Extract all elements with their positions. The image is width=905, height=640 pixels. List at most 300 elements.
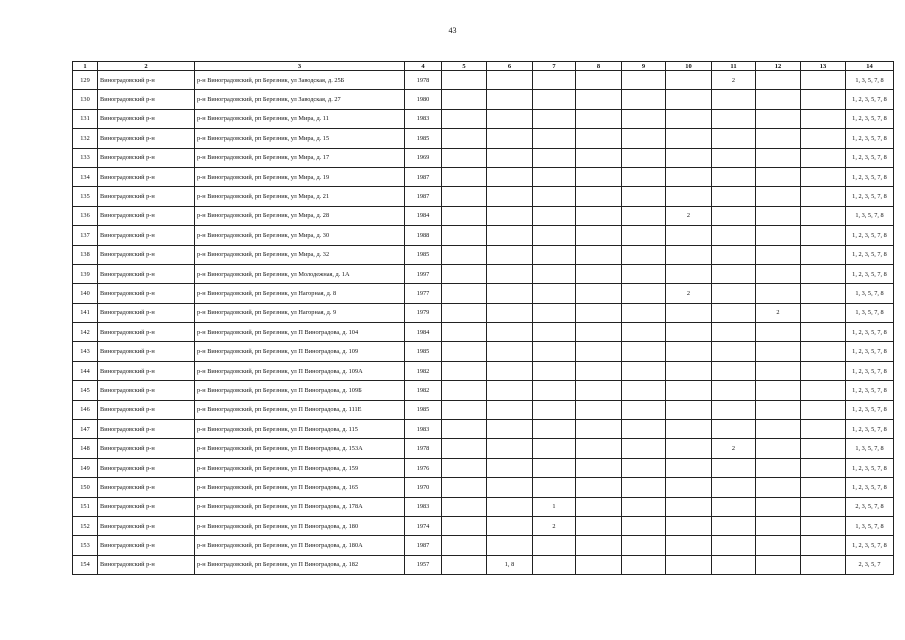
district-cell: Виноградовский р-н: [98, 167, 195, 186]
table-row: [73, 206, 894, 225]
col9-cell: [622, 303, 666, 322]
col7-cell: [533, 439, 576, 458]
column-header-14: 14: [846, 62, 894, 71]
col10-cell: [666, 245, 712, 264]
col11-cell: [712, 148, 756, 167]
year-cell: 1987: [405, 187, 442, 206]
column-header-9: 9: [622, 62, 666, 71]
col9-cell: [622, 323, 666, 342]
col14-cell: 1, 2, 3, 5, 7, 8: [846, 420, 894, 439]
col10-cell: [666, 555, 712, 574]
col14-cell: 1, 2, 3, 5, 7, 8: [846, 148, 894, 167]
year-cell: 1985: [405, 400, 442, 419]
table-row: [73, 381, 894, 400]
col8-cell: [576, 109, 622, 128]
col9-cell: [622, 187, 666, 206]
col10-cell: [666, 400, 712, 419]
year-cell: 1985: [405, 129, 442, 148]
col10-cell: [666, 361, 712, 380]
year-cell: 1984: [405, 323, 442, 342]
col9-cell: [622, 439, 666, 458]
col6-cell: [487, 361, 533, 380]
year-cell: 1985: [405, 245, 442, 264]
col7-cell: [533, 361, 576, 380]
address-cell: р-н Виноградовский, рп Березник, ул Заводская, д. 25Б: [195, 71, 405, 90]
district-cell: Виноградовский р-н: [98, 90, 195, 109]
col5-cell: [442, 497, 487, 516]
col13-cell: [801, 187, 846, 206]
year-cell: 1984: [405, 206, 442, 225]
row-number: 135: [73, 187, 98, 206]
col11-cell: 2: [712, 439, 756, 458]
col13-cell: [801, 206, 846, 225]
address-cell: р-н Виноградовский, рп Березник, ул П Виноградова, д. 109А: [195, 361, 405, 380]
col10-cell: [666, 536, 712, 555]
col14-cell: 1, 2, 3, 5, 7, 8: [846, 458, 894, 477]
col13-cell: [801, 458, 846, 477]
col9-cell: [622, 264, 666, 283]
col6-cell: [487, 342, 533, 361]
col14-cell: 1, 2, 3, 5, 7, 8: [846, 90, 894, 109]
col14-cell: 1, 2, 3, 5, 7, 8: [846, 129, 894, 148]
district-cell: Виноградовский р-н: [98, 303, 195, 322]
row-number: 154: [73, 555, 98, 574]
col13-cell: [801, 400, 846, 419]
address-cell: р-н Виноградовский, рп Березник, ул П Виноградова, д. 165: [195, 478, 405, 497]
col12-cell: [756, 90, 801, 109]
col5-cell: [442, 109, 487, 128]
col5-cell: [442, 323, 487, 342]
col8-cell: [576, 342, 622, 361]
col7-cell: 1: [533, 497, 576, 516]
column-header-6: 6: [487, 62, 533, 71]
year-cell: 1988: [405, 226, 442, 245]
col13-cell: [801, 536, 846, 555]
col10-cell: 2: [666, 284, 712, 303]
col12-cell: [756, 536, 801, 555]
col12-cell: [756, 226, 801, 245]
district-cell: Виноградовский р-н: [98, 458, 195, 477]
column-header-10: 10: [666, 62, 712, 71]
table-row: [73, 342, 894, 361]
col5-cell: [442, 555, 487, 574]
col14-cell: 1, 2, 3, 5, 7, 8: [846, 167, 894, 186]
address-cell: р-н Виноградовский, рп Березник, ул П Виноградова, д. 115: [195, 420, 405, 439]
address-cell: р-н Виноградовский, рп Березник, ул Мира, д. 21: [195, 187, 405, 206]
col5-cell: [442, 284, 487, 303]
col14-cell: 1, 2, 3, 5, 7, 8: [846, 264, 894, 283]
col7-cell: [533, 381, 576, 400]
district-cell: Виноградовский р-н: [98, 555, 195, 574]
col10-cell: [666, 439, 712, 458]
col8-cell: [576, 361, 622, 380]
address-cell: р-н Виноградовский, рп Березник, ул Мира, д. 32: [195, 245, 405, 264]
col6-cell: [487, 458, 533, 477]
col11-cell: 2: [712, 71, 756, 90]
address-cell: р-н Виноградовский, рп Березник, ул П Виноградова, д. 159: [195, 458, 405, 477]
col7-cell: [533, 187, 576, 206]
col11-cell: [712, 536, 756, 555]
col12-cell: [756, 264, 801, 283]
col8-cell: [576, 167, 622, 186]
col10-cell: [666, 148, 712, 167]
table-row: [73, 400, 894, 419]
district-cell: Виноградовский р-н: [98, 226, 195, 245]
col7-cell: [533, 167, 576, 186]
col14-cell: 1, 3, 5, 7, 8: [846, 303, 894, 322]
column-header-8: 8: [576, 62, 622, 71]
col14-cell: 1, 3, 5, 7, 8: [846, 206, 894, 225]
address-cell: р-н Виноградовский, рп Березник, ул Мира, д. 17: [195, 148, 405, 167]
col12-cell: [756, 342, 801, 361]
table-row: [73, 555, 894, 574]
col9-cell: [622, 381, 666, 400]
col10-cell: 2: [666, 206, 712, 225]
col5-cell: [442, 381, 487, 400]
col7-cell: [533, 536, 576, 555]
col6-cell: [487, 167, 533, 186]
col7-cell: [533, 284, 576, 303]
col8-cell: [576, 148, 622, 167]
col7-cell: [533, 129, 576, 148]
year-cell: 1997: [405, 264, 442, 283]
row-number: 150: [73, 478, 98, 497]
col11-cell: [712, 381, 756, 400]
col13-cell: [801, 381, 846, 400]
column-header-1: 1: [73, 62, 98, 71]
district-cell: Виноградовский р-н: [98, 478, 195, 497]
col14-cell: 2, 3, 5, 7, 8: [846, 497, 894, 516]
col7-cell: [533, 323, 576, 342]
col11-cell: [712, 516, 756, 535]
address-cell: р-н Виноградовский, рп Березник, ул П Виноградова, д. 182: [195, 555, 405, 574]
row-number: 145: [73, 381, 98, 400]
district-cell: Виноградовский р-н: [98, 148, 195, 167]
col12-cell: [756, 245, 801, 264]
row-number: 147: [73, 420, 98, 439]
row-number: 149: [73, 458, 98, 477]
table-row: [73, 420, 894, 439]
address-cell: р-н Виноградовский, рп Березник, ул Заводская, д. 27: [195, 90, 405, 109]
table-row: [73, 167, 894, 186]
col9-cell: [622, 129, 666, 148]
col13-cell: [801, 167, 846, 186]
col12-cell: [756, 516, 801, 535]
col14-cell: 1, 3, 5, 7, 8: [846, 71, 894, 90]
column-header-3: 3: [195, 62, 405, 71]
col11-cell: [712, 342, 756, 361]
district-cell: Виноградовский р-н: [98, 361, 195, 380]
col10-cell: [666, 478, 712, 497]
district-cell: Виноградовский р-н: [98, 381, 195, 400]
district-cell: Виноградовский р-н: [98, 342, 195, 361]
col10-cell: [666, 167, 712, 186]
col6-cell: [487, 148, 533, 167]
col14-cell: 1, 2, 3, 5, 7, 8: [846, 478, 894, 497]
table-row: [73, 187, 894, 206]
col12-cell: [756, 555, 801, 574]
col14-cell: 1, 2, 3, 5, 7, 8: [846, 381, 894, 400]
table-row: [73, 516, 894, 535]
col9-cell: [622, 400, 666, 419]
col14-cell: 1, 2, 3, 5, 7, 8: [846, 536, 894, 555]
row-number: 143: [73, 342, 98, 361]
col10-cell: [666, 323, 712, 342]
row-number: 134: [73, 167, 98, 186]
col6-cell: 1, 8: [487, 555, 533, 574]
row-number: 142: [73, 323, 98, 342]
col11-cell: [712, 90, 756, 109]
col12-cell: [756, 187, 801, 206]
address-cell: р-н Виноградовский, рп Березник, ул П Виноградова, д. 109: [195, 342, 405, 361]
address-cell: р-н Виноградовский, рп Березник, ул П Виноградова, д. 153А: [195, 439, 405, 458]
col14-cell: 2, 3, 5, 7: [846, 555, 894, 574]
col5-cell: [442, 148, 487, 167]
col8-cell: [576, 497, 622, 516]
col7-cell: [533, 458, 576, 477]
col12-cell: [756, 206, 801, 225]
col9-cell: [622, 342, 666, 361]
district-cell: Виноградовский р-н: [98, 516, 195, 535]
col6-cell: [487, 264, 533, 283]
col10-cell: [666, 226, 712, 245]
row-number: 146: [73, 400, 98, 419]
col5-cell: [442, 303, 487, 322]
col7-cell: [533, 478, 576, 497]
col12-cell: [756, 381, 801, 400]
col5-cell: [442, 90, 487, 109]
col12-cell: [756, 148, 801, 167]
col11-cell: [712, 264, 756, 283]
col5-cell: [442, 361, 487, 380]
col6-cell: [487, 400, 533, 419]
year-cell: 1982: [405, 381, 442, 400]
year-cell: 1977: [405, 284, 442, 303]
col9-cell: [622, 497, 666, 516]
col12-cell: [756, 361, 801, 380]
year-cell: 1987: [405, 167, 442, 186]
table-row: [73, 245, 894, 264]
col8-cell: [576, 226, 622, 245]
col13-cell: [801, 264, 846, 283]
col8-cell: [576, 516, 622, 535]
col7-cell: [533, 264, 576, 283]
col14-cell: 1, 2, 3, 5, 7, 8: [846, 226, 894, 245]
table-row: [73, 303, 894, 322]
col10-cell: [666, 497, 712, 516]
col10-cell: [666, 71, 712, 90]
col14-cell: 1, 2, 3, 5, 7, 8: [846, 245, 894, 264]
address-cell: р-н Виноградовский, рп Березник, ул Мира, д. 15: [195, 129, 405, 148]
row-number: 138: [73, 245, 98, 264]
col8-cell: [576, 478, 622, 497]
row-number: 136: [73, 206, 98, 225]
col13-cell: [801, 555, 846, 574]
col6-cell: [487, 420, 533, 439]
col11-cell: [712, 400, 756, 419]
table-row: [73, 497, 894, 516]
row-number: 132: [73, 129, 98, 148]
col9-cell: [622, 71, 666, 90]
col7-cell: [533, 555, 576, 574]
col8-cell: [576, 420, 622, 439]
col11-cell: [712, 284, 756, 303]
year-cell: 1983: [405, 420, 442, 439]
col13-cell: [801, 71, 846, 90]
col10-cell: [666, 458, 712, 477]
year-cell: 1982: [405, 361, 442, 380]
col13-cell: [801, 361, 846, 380]
col8-cell: [576, 303, 622, 322]
col6-cell: [487, 226, 533, 245]
col5-cell: [442, 400, 487, 419]
row-number: 133: [73, 148, 98, 167]
col10-cell: [666, 342, 712, 361]
col12-cell: [756, 71, 801, 90]
col7-cell: [533, 420, 576, 439]
col7-cell: [533, 342, 576, 361]
col12-cell: [756, 458, 801, 477]
col6-cell: [487, 381, 533, 400]
address-cell: р-н Виноградовский, рп Березник, ул Мира, д. 19: [195, 167, 405, 186]
address-cell: р-н Виноградовский, рп Березник, ул П Виноградова, д. 180: [195, 516, 405, 535]
table-row: [73, 323, 894, 342]
col11-cell: [712, 497, 756, 516]
col9-cell: [622, 245, 666, 264]
col14-cell: 1, 3, 5, 7, 8: [846, 439, 894, 458]
table-row: [73, 439, 894, 458]
col6-cell: [487, 516, 533, 535]
col12-cell: [756, 400, 801, 419]
col6-cell: [487, 478, 533, 497]
year-cell: 1974: [405, 516, 442, 535]
col14-cell: 1, 3, 5, 7, 8: [846, 284, 894, 303]
table-row: [73, 284, 894, 303]
page-number: 43: [448, 26, 457, 35]
year-cell: 1976: [405, 458, 442, 477]
col5-cell: [442, 439, 487, 458]
col13-cell: [801, 478, 846, 497]
col5-cell: [442, 458, 487, 477]
column-header-5: 5: [442, 62, 487, 71]
col5-cell: [442, 342, 487, 361]
col12-cell: [756, 420, 801, 439]
year-cell: 1957: [405, 555, 442, 574]
col9-cell: [622, 516, 666, 535]
col13-cell: [801, 90, 846, 109]
row-number: 141: [73, 303, 98, 322]
col6-cell: [487, 284, 533, 303]
table-row: [73, 226, 894, 245]
col7-cell: [533, 245, 576, 264]
row-number: 151: [73, 497, 98, 516]
year-cell: 1983: [405, 497, 442, 516]
district-cell: Виноградовский р-н: [98, 439, 195, 458]
address-cell: р-н Виноградовский, рп Березник, ул Нагорная, д. 9: [195, 303, 405, 322]
col6-cell: [487, 129, 533, 148]
column-header-13: 13: [801, 62, 846, 71]
col11-cell: [712, 420, 756, 439]
col11-cell: [712, 245, 756, 264]
col7-cell: [533, 303, 576, 322]
year-cell: 1980: [405, 90, 442, 109]
year-cell: 1979: [405, 303, 442, 322]
col6-cell: [487, 323, 533, 342]
table-header-row: [73, 62, 894, 71]
table-row: [73, 458, 894, 477]
col8-cell: [576, 323, 622, 342]
col6-cell: [487, 71, 533, 90]
column-header-12: 12: [756, 62, 801, 71]
column-header-7: 7: [533, 62, 576, 71]
col7-cell: [533, 226, 576, 245]
col11-cell: [712, 361, 756, 380]
district-cell: Виноградовский р-н: [98, 71, 195, 90]
col14-cell: 1, 2, 3, 5, 7, 8: [846, 323, 894, 342]
address-cell: р-н Виноградовский, рп Березник, ул П Виноградова, д. 111Е: [195, 400, 405, 419]
district-cell: Виноградовский р-н: [98, 264, 195, 283]
col14-cell: 1, 2, 3, 5, 7, 8: [846, 400, 894, 419]
col12-cell: [756, 439, 801, 458]
table-row: [73, 536, 894, 555]
address-cell: р-н Виноградовский, рп Березник, ул Мира, д. 11: [195, 109, 405, 128]
row-number: 137: [73, 226, 98, 245]
col8-cell: [576, 555, 622, 574]
col9-cell: [622, 478, 666, 497]
col11-cell: [712, 226, 756, 245]
district-cell: Виноградовский р-н: [98, 206, 195, 225]
col11-cell: [712, 323, 756, 342]
table-row: [73, 264, 894, 283]
district-cell: Виноградовский р-н: [98, 323, 195, 342]
col9-cell: [622, 148, 666, 167]
address-cell: р-н Виноградовский, рп Березник, ул Молодежная, д. 1А: [195, 264, 405, 283]
row-number: 131: [73, 109, 98, 128]
col9-cell: [622, 361, 666, 380]
col8-cell: [576, 71, 622, 90]
address-cell: р-н Виноградовский, рп Березник, ул Мира, д. 30: [195, 226, 405, 245]
col10-cell: [666, 90, 712, 109]
col6-cell: [487, 206, 533, 225]
year-cell: 1970: [405, 478, 442, 497]
col9-cell: [622, 90, 666, 109]
col13-cell: [801, 516, 846, 535]
housing-table: [72, 61, 894, 575]
col8-cell: [576, 536, 622, 555]
col6-cell: [487, 187, 533, 206]
table-row: [73, 90, 894, 109]
col9-cell: [622, 206, 666, 225]
row-number: 144: [73, 361, 98, 380]
district-cell: Виноградовский р-н: [98, 536, 195, 555]
col5-cell: [442, 71, 487, 90]
col8-cell: [576, 206, 622, 225]
col8-cell: [576, 400, 622, 419]
column-header-4: 4: [405, 62, 442, 71]
col11-cell: [712, 555, 756, 574]
col13-cell: [801, 284, 846, 303]
row-number: 140: [73, 284, 98, 303]
col14-cell: 1, 2, 3, 5, 7, 8: [846, 342, 894, 361]
row-number: 153: [73, 536, 98, 555]
district-cell: Виноградовский р-н: [98, 245, 195, 264]
col10-cell: [666, 129, 712, 148]
col6-cell: [487, 109, 533, 128]
district-cell: Виноградовский р-н: [98, 129, 195, 148]
year-cell: 1969: [405, 148, 442, 167]
col10-cell: [666, 420, 712, 439]
col8-cell: [576, 439, 622, 458]
